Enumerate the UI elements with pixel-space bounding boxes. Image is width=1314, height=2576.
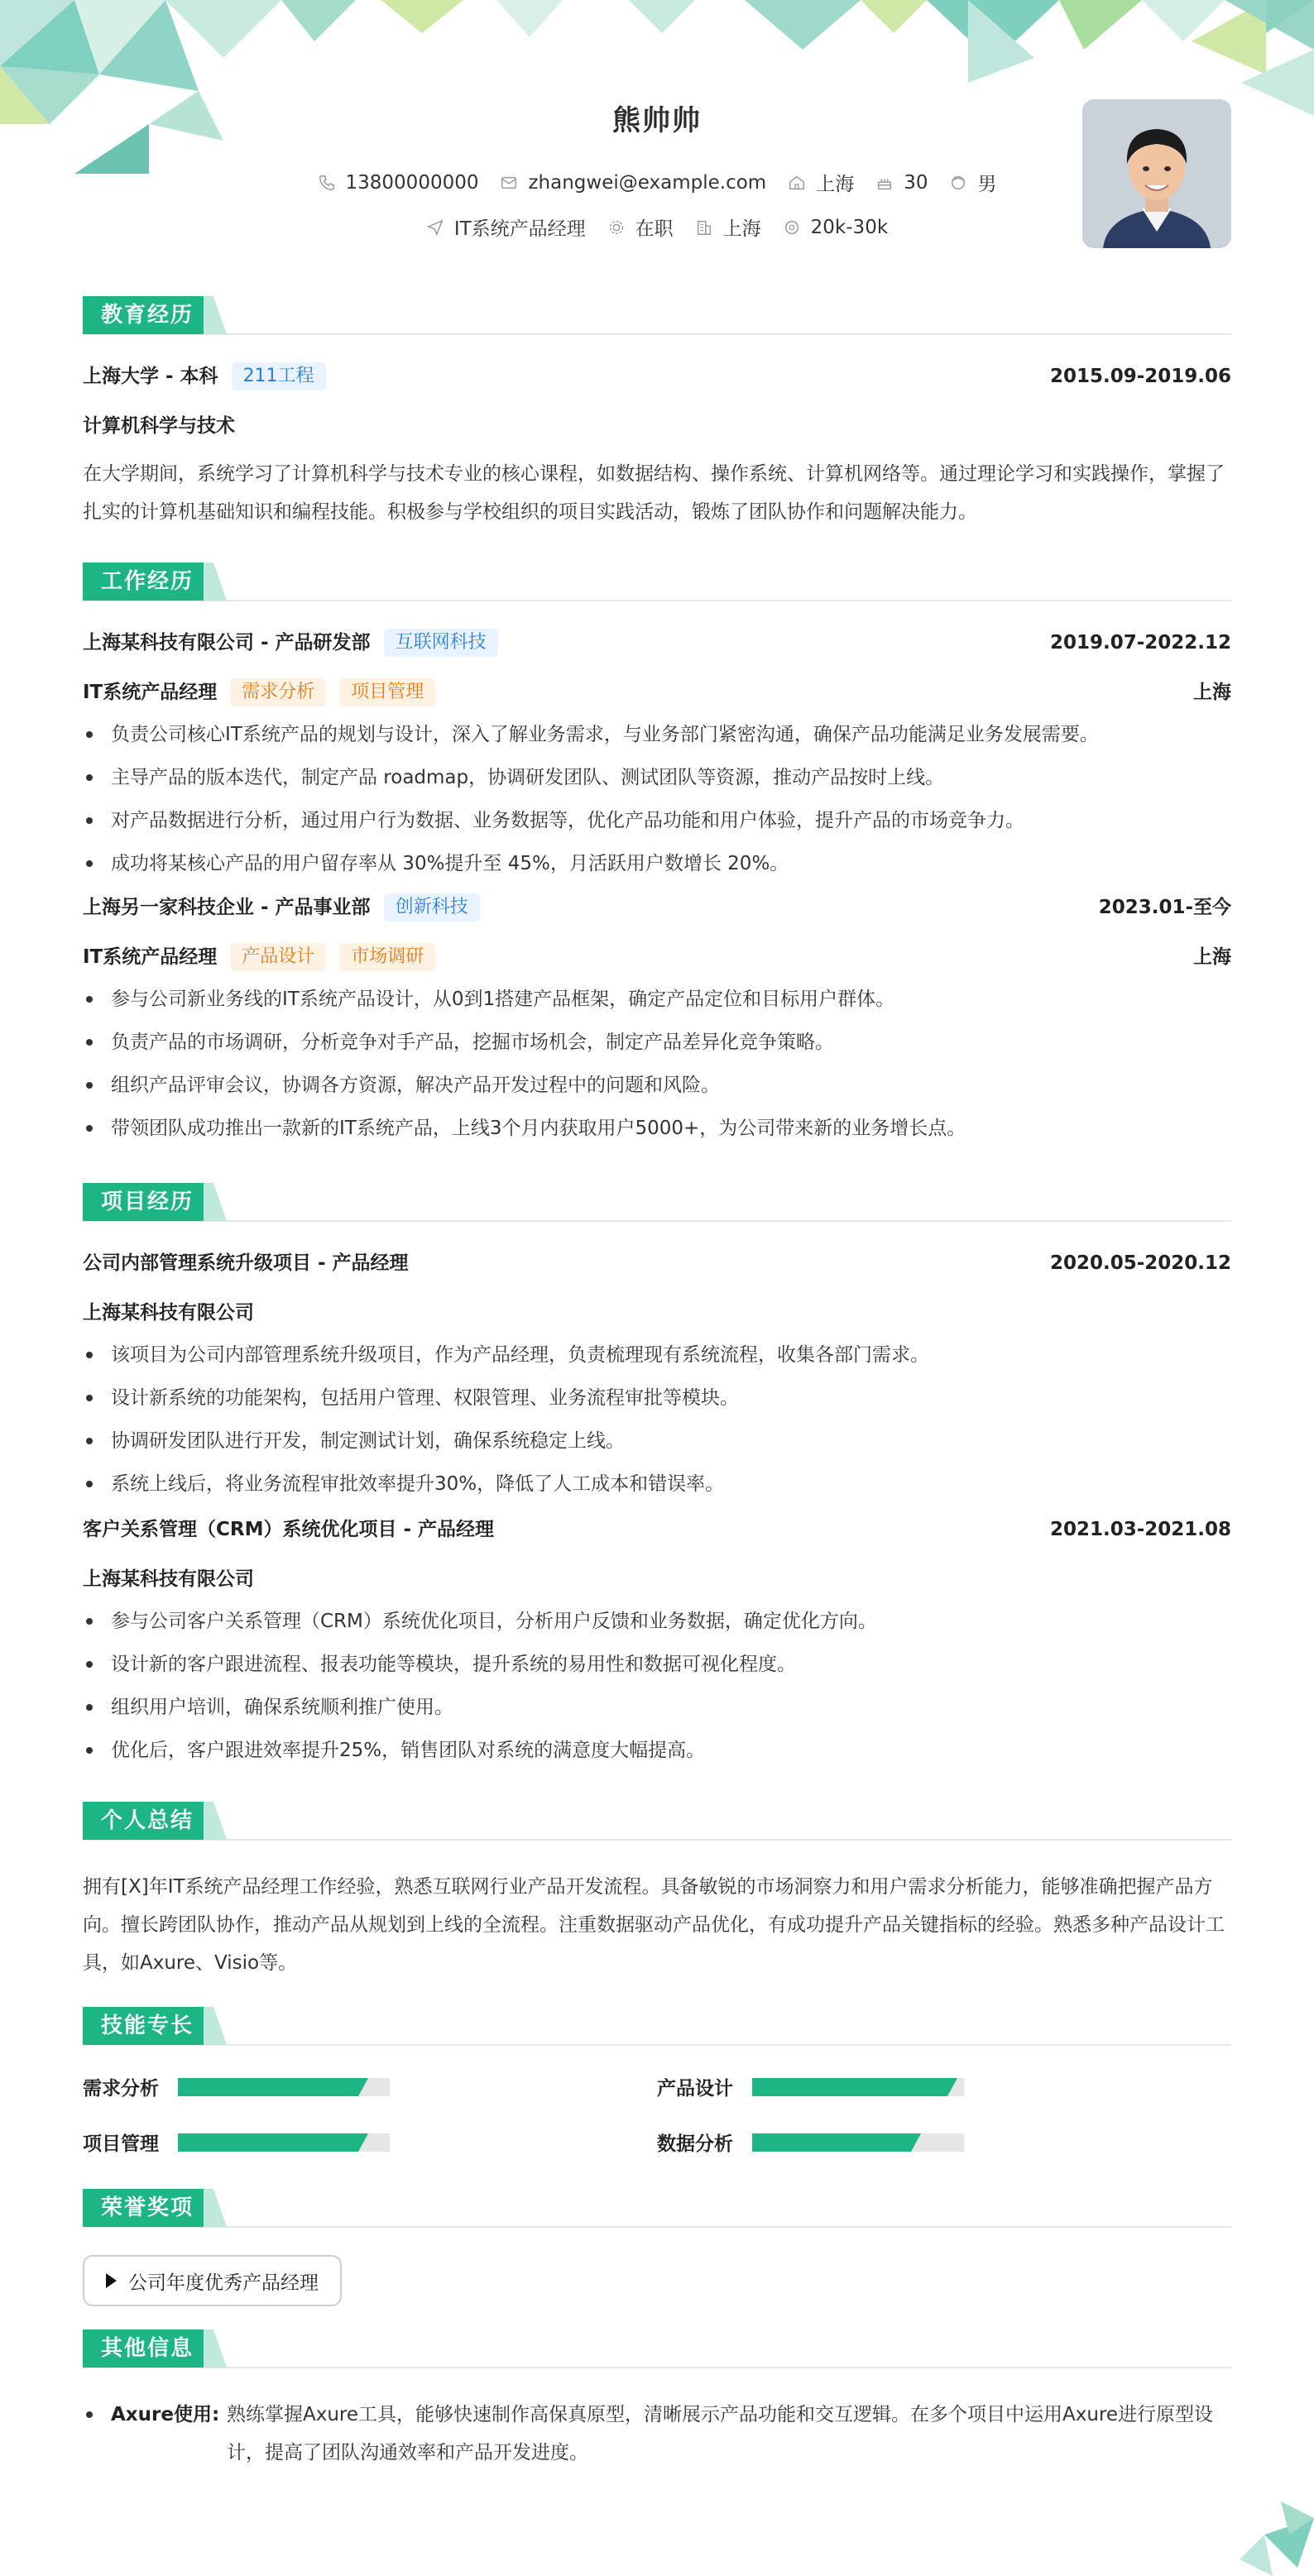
play-icon	[106, 2273, 117, 2288]
title-tail-decoration	[204, 2189, 227, 2227]
skill-tag: 市场调研	[339, 943, 435, 971]
skill-name: 项目管理	[83, 2133, 159, 2155]
job-date: 2023.01-至今	[1098, 897, 1231, 918]
email-info	[500, 172, 766, 194]
section-header	[83, 2189, 1231, 2227]
project-header-row	[83, 1249, 1231, 1277]
title-tail-decoration	[204, 1802, 227, 1840]
user-face-icon	[949, 174, 967, 192]
other-info-key: Axure使用:	[111, 2404, 220, 2425]
project-date: 2020.05-2020.12	[1049, 1252, 1231, 1274]
project-bullet-list	[83, 1333, 1231, 1506]
job-intent-row	[83, 213, 1231, 241]
skill-item	[657, 2128, 1231, 2156]
section-title: 技能专长	[83, 2007, 212, 2045]
project-entry	[83, 1515, 1231, 1772]
list-item: 负责公司核心IT系统产品的规划与设计，深入了解业务需求，与业务部门紧密沟通，确保产品功能满足业务发展需要。	[83, 713, 1231, 756]
phone-icon	[318, 174, 336, 192]
education-description: 在大学期间，系统学习了计算机科学与技术专业的核心课程，如数据结构、操作系统、计算机网络等。通过理论学习和实践操作，掌握了扎实的计算机基础知识和编程技能。积极参与学校组织的项目实践活动，锻炼了团队协作和问题解决能力。	[83, 463, 1225, 523]
candidate-name: 熊帅帅	[612, 104, 702, 137]
skill-name: 产品设计	[657, 2078, 733, 2100]
skill-level-fill	[178, 2078, 358, 2096]
cake-icon	[875, 174, 894, 192]
send-icon	[426, 218, 444, 237]
job-location: 上海	[1193, 946, 1231, 968]
skill-level-fill	[178, 2133, 358, 2152]
gender-text: 男	[977, 174, 997, 195]
list-item: 参与公司新业务线的IT系统产品设计，从0到1搭建产品框架，确定产品定位和目标用户群体。	[83, 978, 1231, 1021]
job-date: 2019.07-2022.12	[1049, 632, 1231, 654]
title-tail-decoration	[204, 296, 227, 334]
job-bullet-list	[83, 713, 1231, 885]
skill-level-fill	[752, 2133, 911, 2152]
job-header-row	[83, 893, 1231, 922]
building-icon	[695, 218, 713, 237]
company-name: 上海另一家科技企业 - 产品事业部	[83, 897, 371, 918]
section-header	[83, 296, 1231, 334]
summary-text: 拥有[X]年IT系统产品经理工作经验，熟悉互联网行业产品开发流程。具备敏锐的市场洞察力和用户需求分析能力，能够准确把握产品方向。擅长跨团队协作，推动产品从规划到上线的全流程。注重数据驱动产品优化，有成功提升产品关键指标的经验。熟悉多种产品设计工具，如Axure、Visio等。	[83, 1876, 1225, 1974]
skill-tag: 产品设计	[230, 943, 326, 971]
list-item: 该项目为公司内部管理系统升级项目，作为产品经理，负责梳理现有系统流程，收集各部门需求。	[83, 1333, 1231, 1377]
gender-info	[949, 169, 996, 196]
list-item: 优化后，客户跟进效率提升25%，销售团队对系统的满意度大幅提高。	[83, 1729, 1231, 1772]
avatar	[1082, 99, 1231, 248]
position-info	[426, 213, 586, 241]
salary-text: 20k-30k	[810, 216, 889, 238]
project-company: 上海某科技有限公司	[83, 1568, 254, 1590]
job-role: IT系统产品经理	[83, 682, 218, 703]
phone-text: 13800000000	[345, 171, 479, 194]
work-city-text: 上海	[722, 218, 761, 240]
job-bullet-list	[83, 978, 1231, 1150]
project-name: 客户关系管理（CRM）系统优化项目 - 产品经理	[83, 1519, 495, 1540]
avatar-photo	[1082, 99, 1231, 248]
work-section	[83, 563, 1231, 1150]
major-row	[83, 412, 1231, 440]
skill-tag: 需求分析	[230, 678, 326, 706]
title-tail-decoration	[204, 2007, 227, 2045]
awards-section	[83, 2189, 1231, 2306]
education-date: 2015.09-2019.06	[1049, 366, 1231, 387]
section-header	[83, 1183, 1231, 1221]
title-tail-decoration	[204, 1183, 227, 1221]
skill-name: 数据分析	[657, 2133, 733, 2155]
list-item: 带领团队成功推出一款新的IT系统产品，上线3个月内获取用户5000+，为公司带来新的业务增长点。	[83, 1107, 1231, 1150]
status-text: 在职	[635, 218, 674, 240]
city-info	[788, 169, 854, 196]
work-city-info	[695, 213, 761, 241]
award-name: 公司年度优秀产品经理	[128, 2272, 319, 2294]
skill-item	[83, 2073, 657, 2100]
section-header	[83, 2007, 1231, 2045]
project-bullet-list	[83, 1600, 1231, 1772]
skill-level-bar	[178, 2133, 390, 2152]
contact-row	[83, 169, 1231, 196]
city-text: 上海	[816, 174, 855, 195]
job-role-row	[83, 678, 1231, 706]
award-item[interactable]	[83, 2255, 342, 2306]
skills-grid	[83, 2073, 1231, 2156]
coin-icon	[783, 218, 801, 237]
age-text: 30	[904, 171, 928, 194]
skill-tag: 项目管理	[339, 678, 435, 706]
list-item: 组织产品评审会议，协调各方资源，解决产品开发过程中的问题和风险。	[83, 1064, 1231, 1107]
school-name: 上海大学 - 本科	[83, 366, 218, 387]
other-info-value: 熟练掌握Axure工具，能够快速制作高保真原型，清晰展示产品功能和交互逻辑。在多个项目中运用Axure进行原型设计，提高了团队沟通效率和产品开发进度。	[227, 2404, 1214, 2463]
position-text: IT系统产品经理	[453, 218, 586, 240]
list-item: 组织用户培训，确保系统顺利推广使用。	[83, 1686, 1231, 1729]
list-item: 对产品数据进行分析，通过用户行为数据、业务数据等，优化产品功能和用户体验，提升产品的市场竞争力。	[83, 799, 1231, 842]
project-company-row	[83, 1565, 1231, 1593]
job-role: IT系统产品经理	[83, 946, 218, 968]
section-header	[83, 1802, 1231, 1840]
education-header-row	[83, 362, 1231, 390]
section-title: 个人总结	[83, 1802, 212, 1840]
industry-tag: 互联网科技	[384, 629, 498, 657]
section-title: 其他信息	[83, 2329, 212, 2368]
project-company: 上海某科技有限公司	[83, 1302, 254, 1324]
section-header	[83, 563, 1231, 601]
job-location: 上海	[1193, 682, 1231, 703]
skill-item	[657, 2073, 1231, 2100]
project-date: 2021.03-2021.08	[1049, 1519, 1231, 1540]
title-tail-decoration	[204, 563, 227, 601]
summary-section	[83, 1802, 1231, 1982]
job-entry	[83, 893, 1231, 1150]
education-section	[83, 296, 1231, 531]
skill-name: 需求分析	[83, 2078, 159, 2100]
gear-icon	[607, 218, 626, 237]
phone-info	[318, 172, 479, 194]
school-tag: 211工程	[232, 362, 326, 390]
skill-level-fill	[752, 2078, 947, 2096]
job-entry	[83, 629, 1231, 885]
age-info	[875, 172, 928, 194]
list-item: 设计新系统的功能架构，包括用户管理、权限管理、业务流程审批等模块。	[83, 1377, 1231, 1420]
list-item: 成功将某核心产品的用户留存率从 30%提升至 45%，月活跃用户数增长 20%。	[83, 842, 1231, 885]
section-title: 工作经历	[83, 563, 212, 601]
list-item: 主导产品的版本迭代，制定产品 roadmap，协调研发团队、测试团队等资源，推动产品按时上线。	[83, 756, 1231, 799]
section-title: 教育经历	[83, 296, 212, 334]
job-role-row	[83, 943, 1231, 971]
project-name: 公司内部管理系统升级项目 - 产品经理	[83, 1252, 409, 1274]
list-item: 参与公司客户关系管理（CRM）系统优化项目，分析用户反馈和业务数据，确定优化方向。	[83, 1600, 1231, 1643]
home-icon	[788, 174, 806, 192]
other-info-item	[83, 2396, 1231, 2472]
footer-decoration	[1240, 2485, 1314, 2576]
skill-level-bar	[178, 2078, 390, 2096]
list-item: 负责产品的市场调研，分析竞争对手产品，挖掘市场机会，制定产品差异化竞争策略。	[83, 1021, 1231, 1064]
mail-icon	[500, 174, 518, 192]
email-text: zhangwei@example.com	[528, 171, 767, 194]
project-header-row	[83, 1515, 1231, 1544]
industry-tag: 创新科技	[384, 893, 480, 922]
major-name: 计算机科学与技术	[83, 415, 235, 437]
skills-section	[83, 2007, 1231, 2156]
project-company-row	[83, 1299, 1231, 1327]
other-section	[83, 2329, 1231, 2472]
list-item: 系统上线后，将业务流程审批效率提升30%，降低了人工成本和错误率。	[83, 1463, 1231, 1506]
company-name: 上海某科技有限公司 - 产品研发部	[83, 632, 371, 654]
skill-level-bar	[752, 2078, 964, 2096]
list-item: 协调研发团队进行开发，制定测试计划，确保系统稳定上线。	[83, 1420, 1231, 1463]
skill-item	[83, 2128, 657, 2156]
salary-info	[783, 217, 888, 238]
title-tail-decoration	[204, 2329, 227, 2368]
projects-section	[83, 1183, 1231, 1772]
project-entry	[83, 1249, 1231, 1506]
job-header-row	[83, 629, 1231, 657]
section-header	[83, 2329, 1231, 2368]
section-title: 项目经历	[83, 1183, 212, 1221]
status-info	[607, 213, 674, 241]
skill-level-bar	[752, 2133, 964, 2152]
list-item: 设计新的客户跟进流程、报表功能等模块，提升系统的易用性和数据可视化程度。	[83, 1643, 1231, 1686]
resume-header	[83, 0, 1231, 273]
section-title: 荣誉奖项	[83, 2189, 212, 2227]
